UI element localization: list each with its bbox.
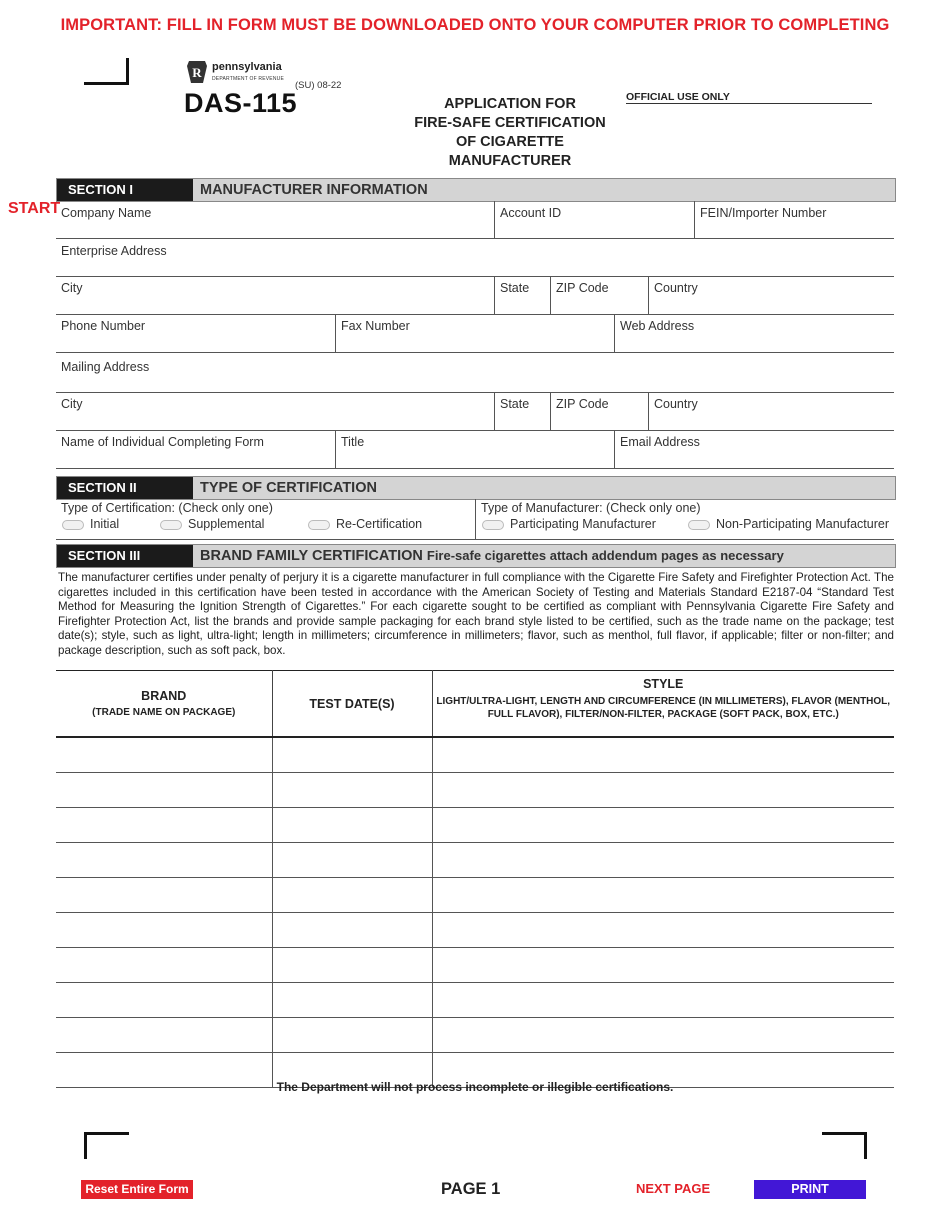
field-label: ZIP Code xyxy=(556,397,609,411)
header-text: STYLE xyxy=(643,677,684,691)
mailing-country-field[interactable] xyxy=(648,392,894,431)
fax-field[interactable] xyxy=(335,314,615,353)
table-row xyxy=(56,737,894,773)
company-name-field[interactable] xyxy=(56,201,495,239)
pennsylvania-keystone-logo xyxy=(186,60,208,84)
state-field[interactable] xyxy=(494,276,551,315)
field-label: FEIN/Importer Number xyxy=(700,206,827,220)
logo-department: DEPARTMENT OF REVENUE xyxy=(212,76,284,82)
reset-form-button[interactable]: Reset Entire Form xyxy=(81,1180,193,1199)
style-cell[interactable] xyxy=(432,773,894,808)
field-label: Mailing Address xyxy=(61,360,150,374)
radio-oval-icon[interactable] xyxy=(688,520,710,530)
style-cell[interactable] xyxy=(432,913,894,948)
test-date-cell[interactable] xyxy=(272,983,432,1018)
brand-cell[interactable] xyxy=(56,843,272,878)
brand-cell[interactable] xyxy=(56,913,272,948)
style-cell[interactable] xyxy=(432,843,894,878)
radio-oval-icon[interactable] xyxy=(308,520,330,530)
section-title-text: BRAND FAMILY CERTIFICATION xyxy=(200,548,423,564)
brand-cell[interactable] xyxy=(56,983,272,1018)
style-cell[interactable] xyxy=(432,737,894,773)
individual-name-field[interactable] xyxy=(56,430,336,469)
field-label: City xyxy=(61,281,83,295)
field-label: State xyxy=(500,397,530,411)
brand-cell[interactable] xyxy=(56,878,272,913)
field-label: Country xyxy=(654,397,698,411)
brand-cell[interactable] xyxy=(56,948,272,983)
title-line: FIRE-SAFE CERTIFICATION xyxy=(414,115,606,131)
table-row xyxy=(56,913,894,948)
test-date-cell[interactable] xyxy=(272,808,432,843)
style-cell[interactable] xyxy=(432,878,894,913)
test-date-cell[interactable] xyxy=(272,878,432,913)
table-row xyxy=(56,878,894,913)
mailing-city-field[interactable] xyxy=(56,392,495,431)
manufacturer-type-group xyxy=(475,499,895,539)
section-title: MANUFACTURER INFORMATION xyxy=(200,182,428,198)
field-label: State xyxy=(500,281,530,295)
table-row xyxy=(56,1018,894,1053)
test-date-cell[interactable] xyxy=(272,843,432,878)
enterprise-address-field[interactable] xyxy=(56,239,894,277)
start-marker: START xyxy=(8,200,61,217)
print-button[interactable]: PRINT xyxy=(754,1180,866,1199)
header-subtext: (TRADE NAME ON PACKAGE) xyxy=(92,707,236,718)
brand-cell[interactable] xyxy=(56,737,272,773)
account-id-field[interactable] xyxy=(494,201,695,239)
radio-oval-icon[interactable] xyxy=(160,520,182,530)
test-date-cell[interactable] xyxy=(272,913,432,948)
certification-type-group xyxy=(56,499,476,539)
certification-type-row xyxy=(56,499,894,540)
brand-cell[interactable] xyxy=(56,808,272,843)
header-text: BRAND xyxy=(141,689,187,703)
table-row xyxy=(56,983,894,1018)
web-address-field[interactable] xyxy=(614,314,894,353)
next-page-button[interactable]: NEXT PAGE xyxy=(636,1181,711,1196)
incomplete-notice: The Department will not process incomplete or illegible certifications. xyxy=(276,1080,674,1094)
title-line: MANUFACTURER xyxy=(448,153,572,169)
zip-field[interactable] xyxy=(550,276,649,315)
phone-field[interactable] xyxy=(56,314,336,353)
table-row xyxy=(56,773,894,808)
radio-oval-icon[interactable] xyxy=(62,520,84,530)
download-warning: IMPORTANT: FILL IN FORM MUST BE DOWNLOADED ONTO YOUR COMPUTER PRIOR TO COMPLETING xyxy=(60,16,890,34)
section-title: TYPE OF CERTIFICATION xyxy=(200,480,377,496)
crop-mark-top-left xyxy=(84,58,129,85)
option-label: Initial xyxy=(90,517,120,531)
cert-option-recertification[interactable] xyxy=(308,517,422,531)
style-column-header xyxy=(432,671,894,738)
official-use-label: OFFICIAL USE ONLY xyxy=(626,91,730,103)
form-number: DAS-115 xyxy=(184,88,298,118)
field-label: Company Name xyxy=(61,206,152,220)
brand-cell[interactable] xyxy=(56,1018,272,1053)
brand-table xyxy=(56,670,894,1088)
field-label: Country xyxy=(654,281,698,295)
brand-column-header xyxy=(56,671,272,738)
section-2-header xyxy=(56,476,896,500)
test-date-cell[interactable] xyxy=(272,948,432,983)
logo-name: pennsylvania xyxy=(212,61,282,73)
email-field[interactable] xyxy=(614,430,894,469)
official-use-line xyxy=(626,103,872,104)
table-row xyxy=(56,948,894,983)
option-label: Re-Certification xyxy=(336,517,423,531)
field-label: Phone Number xyxy=(61,319,146,333)
cert-type-label: Type of Certification: (Check only one) xyxy=(61,501,273,515)
table-row xyxy=(56,808,894,843)
fein-field[interactable] xyxy=(694,201,894,239)
page-number: PAGE 1 xyxy=(441,1180,501,1198)
option-label: Supplemental xyxy=(188,517,265,531)
title-field[interactable] xyxy=(335,430,615,469)
field-label: Enterprise Address xyxy=(61,244,167,258)
section-3-header xyxy=(56,544,896,568)
title-line: APPLICATION FOR xyxy=(444,96,576,112)
option-label: Participating Manufacturer xyxy=(510,517,656,531)
city-field[interactable] xyxy=(56,276,495,315)
country-field[interactable] xyxy=(648,276,894,315)
mfr-option-non-participating[interactable] xyxy=(688,517,889,531)
field-label: Account ID xyxy=(500,206,562,220)
title-line: OF CIGARETTE xyxy=(456,134,564,150)
field-label: Web Address xyxy=(620,319,695,333)
style-cell[interactable] xyxy=(432,948,894,983)
section-title xyxy=(200,545,784,567)
crop-mark-bottom-right xyxy=(822,1132,867,1159)
section-1-header xyxy=(56,178,896,202)
certification-statement: The manufacturer certifies under penalty of perjury it is a cigarette manufacturer in full compliance with the Cigarette Fire Safety and Firefighter Protection Act. The cigarettes included in this certification have been tested in accordance with the American Society of Testing and Materials Standard E2187-04 “Standard Test Method for Measuring the Ignition Strength of Cigarettes.” For each cigarette sought to be certified as compliant with Pennsylvania Cigarette Fire Safety and Firefighter Protection Act, list the brands and provide sample packaging for each brand style listed to be certified, such as the trade name on the package; test date(s); style, such as light, ultra-light; length in millimeters; circumference in millimeters; flavor, such as menthol, full flavor, if applicable; filter or non-filter; and package description, such as soft pack, box. xyxy=(58,571,894,657)
style-cell[interactable] xyxy=(432,1018,894,1053)
radio-oval-icon[interactable] xyxy=(482,520,504,530)
table-row xyxy=(56,843,894,878)
mailing-address-field[interactable] xyxy=(56,355,894,393)
section-tag: SECTION I xyxy=(57,179,193,201)
mailing-zip-field[interactable] xyxy=(550,392,649,431)
brand-cell[interactable] xyxy=(56,773,272,808)
style-cell[interactable] xyxy=(432,808,894,843)
cert-option-supplemental[interactable] xyxy=(160,517,264,531)
form-title xyxy=(380,95,640,171)
section-tag: SECTION III xyxy=(57,545,193,567)
cert-option-initial[interactable] xyxy=(62,517,119,531)
field-label: Title xyxy=(341,435,365,449)
form-revision: (SU) 08-22 xyxy=(295,80,342,91)
field-label: Fax Number xyxy=(341,319,410,333)
field-label: ZIP Code xyxy=(556,281,609,295)
style-cell[interactable] xyxy=(432,983,894,1018)
option-label: Non-Participating Manufacturer xyxy=(716,517,889,531)
field-label: City xyxy=(61,397,83,411)
field-label: Name of Individual Completing Form xyxy=(61,435,264,449)
svg-text:R: R xyxy=(192,65,202,80)
mailing-state-field[interactable] xyxy=(494,392,551,431)
header-subtext: LIGHT/ULTRA-LIGHT, LENGTH AND CIRCUMFERENCE (IN MILLIMETERS), FLAVOR (MENTHOL, FULL FLAVOR), FILTER/NON-FILTER, PACKAGE (SOFT PACK, BOX, ETC.) xyxy=(436,696,891,720)
test-date-cell[interactable] xyxy=(272,737,432,773)
test-date-cell[interactable] xyxy=(272,1018,432,1053)
crop-mark-bottom-left xyxy=(84,1132,129,1159)
mfr-option-participating[interactable] xyxy=(482,517,656,531)
field-label: Email Address xyxy=(620,435,700,449)
section-note: Fire-safe cigarettes attach addendum pages as necessary xyxy=(426,548,784,563)
test-date-cell[interactable] xyxy=(272,773,432,808)
mfr-type-label: Type of Manufacturer: (Check only one) xyxy=(481,501,701,515)
test-date-column-header: TEST DATE(S) xyxy=(272,671,432,738)
section-tag: SECTION II xyxy=(57,477,193,499)
